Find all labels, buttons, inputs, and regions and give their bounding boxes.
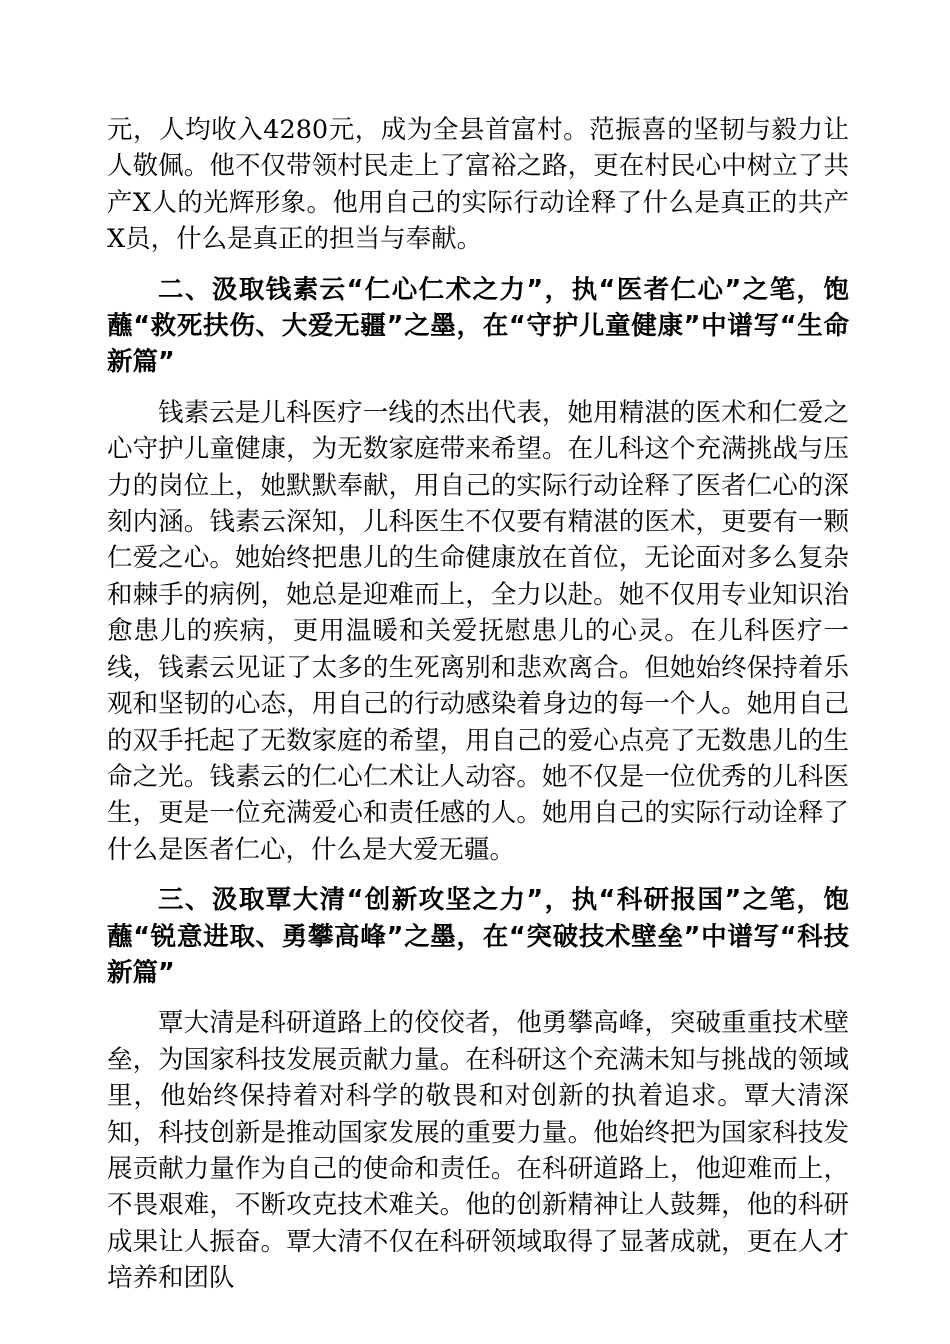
document-page — [107, 112, 849, 1297]
section-heading-3: 三、汲取覃大清“创新攻坚之力”，执“科研报国”之笔，饱蘸“锐意进取、勇攀高峰”之墨，在“突破技术壁垒”中谱写“科技新篇” — [107, 885, 849, 988]
paragraph-qian-suyun: 钱素云是儿科医疗一线的杰出代表，她用精湛的医术和仁爱之心守护儿童健康，为无数家庭带来希望。在儿科这个充满挑战与压力的岗位上，她默默奉献，用自己的实际行动诠释了医者仁心的深刻内涵。钱素云深知，儿科医生不仅要有精湛的医术，更要有一颗仁爱之心。她始终把患儿的生命健康放在首位，无论面对多么复杂和棘手的病例，她总是迎难而上，全力以赴。她不仅用专业知识治愈患儿的疾病，更用温暖和关爱抚慰患儿的心灵。在儿科医疗一线，钱素云见证了太多的生死离别和悲欢离合。但她始终保持着乐观和坚韧的心态，用自己的行动感染着身边的每一个人。她用自己的双手托起了无数家庭的希望，用自己的爱心点亮了无数患儿的生命之光。钱素云的仁心仁术让人动容。她不仅是一位优秀的儿科医生，更是一位充满爱心和责任感的人。她用自己的实际行动诠释了什么是医者仁心，什么是大爱无疆。 — [107, 397, 849, 865]
paragraph-qin-daqing: 覃大清是科研道路上的佼佼者，他勇攀高峰，突破重重技术壁垒，为国家科技发展贡献力量。在科研这个充满未知与挑战的领域里，他始终保持着对科学的敬畏和对创新的执着追求。覃大清深知，科技创新是推动国家发展的重要力量。他始终把为国家科技发展贡献力量作为自己的使命和责任。在科研道路上，他迎难而上，不畏艰难，不断攻克技术难关。他的创新精神让人鼓舞，他的科研成果让人振奋。覃大清不仅在科研领域取得了显著成就，更在人才培养和团队 — [107, 1008, 849, 1294]
paragraph-intro: 元，人均收入4280元，成为全县首富村。范振喜的坚韧与毅力让人敬佩。他不仅带领村民走上了富裕之路，更在村民心中树立了共产X人的光辉形象。他用自己的实际行动诠释了什么是真正的共产X员，什么是真正的担当与奉献。 — [107, 115, 849, 255]
section-heading-2: 二、汲取钱素云“仁心仁术之力”，执“医者仁心”之笔，饱蘸“救死扶伤、大爱无疆”之墨，在“守护儿童健康”中谱写“生命新篇” — [107, 274, 849, 378]
